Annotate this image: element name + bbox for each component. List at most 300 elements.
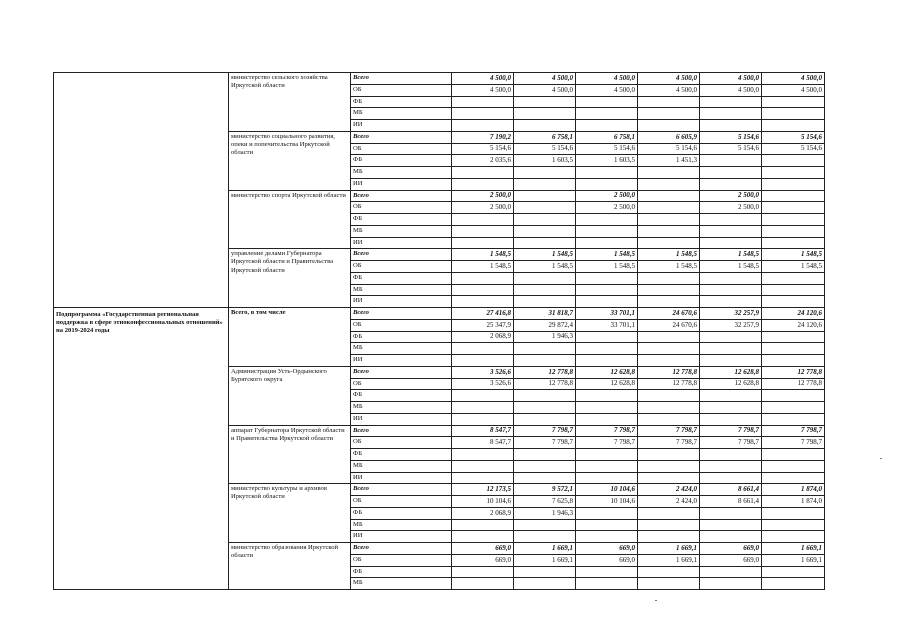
value-cell (762, 190, 825, 202)
value-cell (700, 296, 762, 308)
value-cell (638, 507, 700, 519)
funding-source-cell: ИИ (351, 237, 452, 249)
value-cell: 3 526,6 (452, 378, 514, 390)
funding-source-cell: ОБ (351, 378, 452, 390)
value-cell (700, 460, 762, 472)
value-cell (576, 472, 638, 484)
value-cell (700, 413, 762, 425)
value-cell (700, 402, 762, 414)
executor-cell: аппарат Губернатора Иркутской области и Правительства Иркутской области (229, 425, 351, 484)
value-cell (576, 167, 638, 179)
value-cell (762, 284, 825, 296)
value-cell: 2 035,6 (452, 155, 514, 167)
value-cell: 1 548,5 (514, 249, 576, 261)
value-cell (514, 237, 576, 249)
value-cell (452, 472, 514, 484)
value-cell: 7 798,7 (576, 437, 638, 449)
value-cell: 4 500,0 (576, 73, 638, 85)
funding-source-cell: ОБ (351, 496, 452, 508)
scan-speck (880, 458, 882, 459)
value-cell (576, 578, 638, 590)
value-cell: 4 500,0 (700, 84, 762, 96)
value-cell (576, 120, 638, 132)
value-cell: 1 548,5 (762, 249, 825, 261)
value-cell (700, 284, 762, 296)
value-cell: 29 872,4 (514, 319, 576, 331)
value-cell (762, 214, 825, 226)
value-cell: 7 798,7 (514, 425, 576, 437)
value-cell (638, 343, 700, 355)
value-cell (762, 390, 825, 402)
value-cell: 669,0 (452, 543, 514, 555)
value-cell: 27 416,8 (452, 308, 514, 320)
value-cell: 4 500,0 (638, 84, 700, 96)
value-cell: 1 669,1 (762, 554, 825, 566)
value-cell: 1 548,5 (638, 261, 700, 273)
value-cell (638, 449, 700, 461)
value-cell: 7 798,7 (514, 437, 576, 449)
value-cell: 1 946,3 (514, 507, 576, 519)
funding-source-cell: ИИ (351, 472, 452, 484)
funding-source-cell: ФБ (351, 566, 452, 578)
funding-source-cell: ИИ (351, 120, 452, 132)
value-cell (638, 284, 700, 296)
value-cell (514, 225, 576, 237)
value-cell: 2 500,0 (452, 190, 514, 202)
value-cell: 7 190,2 (452, 131, 514, 143)
value-cell: 1 669,1 (762, 543, 825, 555)
funding-source-cell: Всего (351, 131, 452, 143)
value-cell: 1 669,1 (638, 554, 700, 566)
value-cell (514, 460, 576, 472)
value-cell (452, 96, 514, 108)
funding-source-cell: ОБ (351, 437, 452, 449)
value-cell: 5 154,6 (700, 143, 762, 155)
value-cell (700, 331, 762, 343)
value-cell (514, 519, 576, 531)
value-cell (700, 531, 762, 543)
value-cell (700, 178, 762, 190)
executor-cell: министерство образования Иркутской области (229, 543, 351, 590)
value-cell (452, 167, 514, 179)
value-cell (762, 96, 825, 108)
value-cell (452, 178, 514, 190)
executor-cell: министерство сельского хозяйства Иркутской области (229, 73, 351, 132)
funding-source-cell: ИИ (351, 531, 452, 543)
value-cell: 25 347,9 (452, 319, 514, 331)
value-cell: 1 874,0 (762, 484, 825, 496)
value-cell (452, 519, 514, 531)
funding-source-cell: ИИ (351, 413, 452, 425)
funding-source-cell: Всего (351, 73, 452, 85)
value-cell (638, 202, 700, 214)
value-cell: 8 661,4 (700, 484, 762, 496)
value-cell: 2 068,9 (452, 507, 514, 519)
value-cell (638, 108, 700, 120)
value-cell (452, 413, 514, 425)
value-cell (638, 167, 700, 179)
value-cell (452, 225, 514, 237)
value-cell (514, 402, 576, 414)
value-cell: 2 500,0 (576, 190, 638, 202)
value-cell: 5 154,6 (452, 143, 514, 155)
value-cell (576, 214, 638, 226)
funding-source-cell: МБ (351, 343, 452, 355)
funding-source-cell: ОБ (351, 143, 452, 155)
value-cell (576, 507, 638, 519)
value-cell (762, 472, 825, 484)
value-cell (762, 413, 825, 425)
value-cell: 4 500,0 (576, 84, 638, 96)
value-cell (452, 296, 514, 308)
value-cell: 24 120,6 (762, 308, 825, 320)
funding-source-cell: ФБ (351, 214, 452, 226)
value-cell (762, 566, 825, 578)
value-cell (514, 355, 576, 367)
value-cell (452, 120, 514, 132)
value-cell: 2 068,9 (452, 331, 514, 343)
value-cell (576, 519, 638, 531)
funding-source-cell: МБ (351, 519, 452, 531)
value-cell: 1 548,5 (576, 261, 638, 273)
value-cell: 7 798,7 (638, 437, 700, 449)
value-cell (638, 331, 700, 343)
funding-source-cell: МБ (351, 284, 452, 296)
value-cell (576, 413, 638, 425)
executor-cell: министерство социального развития, опеки и попечительства Иркутской области (229, 131, 351, 190)
value-cell (762, 531, 825, 543)
value-cell (638, 296, 700, 308)
value-cell: 4 500,0 (452, 73, 514, 85)
value-cell (638, 519, 700, 531)
scan-speck (655, 600, 657, 601)
value-cell (452, 284, 514, 296)
executor-cell: управление делами Губернатора Иркутской области и Правительства Иркутской области (229, 249, 351, 308)
value-cell (700, 507, 762, 519)
program-cell (54, 73, 229, 308)
value-cell (638, 214, 700, 226)
value-cell: 4 500,0 (514, 84, 576, 96)
value-cell: 8 661,4 (700, 496, 762, 508)
value-cell (452, 237, 514, 249)
value-cell: 12 628,8 (700, 378, 762, 390)
value-cell: 1 548,5 (576, 249, 638, 261)
value-cell: 2 500,0 (700, 202, 762, 214)
value-cell (576, 566, 638, 578)
value-cell: 1 548,5 (700, 249, 762, 261)
funding-source-cell: МБ (351, 578, 452, 590)
value-cell: 1 669,1 (514, 543, 576, 555)
value-cell (576, 355, 638, 367)
table-row (54, 73, 825, 85)
value-cell: 1 603,5 (514, 155, 576, 167)
funding-source-cell: МБ (351, 402, 452, 414)
value-cell (762, 331, 825, 343)
funding-source-cell: Всего (351, 543, 452, 555)
value-cell (762, 519, 825, 531)
value-cell: 24 670,6 (638, 319, 700, 331)
value-cell: 669,0 (576, 543, 638, 555)
value-cell (700, 214, 762, 226)
value-cell: 4 500,0 (700, 73, 762, 85)
value-cell (762, 578, 825, 590)
value-cell (452, 343, 514, 355)
value-cell: 4 500,0 (762, 84, 825, 96)
funding-source-cell: ИИ (351, 178, 452, 190)
value-cell: 4 500,0 (638, 73, 700, 85)
value-cell (762, 155, 825, 167)
value-cell: 10 104,6 (576, 496, 638, 508)
value-cell (638, 402, 700, 414)
value-cell (576, 272, 638, 284)
value-cell (514, 202, 576, 214)
value-cell: 7 798,7 (762, 425, 825, 437)
funding-source-cell: ОБ (351, 84, 452, 96)
funding-source-cell: МБ (351, 167, 452, 179)
value-cell (514, 178, 576, 190)
value-cell (762, 355, 825, 367)
funding-source-cell: ФБ (351, 449, 452, 461)
value-cell (700, 390, 762, 402)
value-cell: 12 778,8 (638, 366, 700, 378)
value-cell: 5 154,6 (762, 131, 825, 143)
value-cell (514, 390, 576, 402)
value-cell: 2 500,0 (576, 202, 638, 214)
executor-cell: Администрация Усть-Ордынского Бурятского округа (229, 366, 351, 425)
value-cell (700, 120, 762, 132)
value-cell (452, 355, 514, 367)
value-cell (638, 413, 700, 425)
value-cell (762, 108, 825, 120)
value-cell (514, 472, 576, 484)
value-cell: 1 874,0 (762, 496, 825, 508)
value-cell (452, 449, 514, 461)
funding-source-cell: Всего (351, 484, 452, 496)
budget-table-body (54, 73, 825, 590)
value-cell: 10 104,6 (452, 496, 514, 508)
value-cell (700, 225, 762, 237)
funding-source-cell: ФБ (351, 331, 452, 343)
value-cell: 8 547,7 (452, 437, 514, 449)
value-cell (762, 225, 825, 237)
value-cell (762, 343, 825, 355)
funding-source-cell: ФБ (351, 507, 452, 519)
value-cell (638, 225, 700, 237)
value-cell: 2 500,0 (700, 190, 762, 202)
value-cell (576, 343, 638, 355)
value-cell (638, 178, 700, 190)
value-cell (576, 531, 638, 543)
value-cell (700, 343, 762, 355)
value-cell: 12 778,8 (762, 366, 825, 378)
value-cell: 10 104,6 (576, 484, 638, 496)
value-cell (762, 237, 825, 249)
value-cell (700, 272, 762, 284)
value-cell (576, 296, 638, 308)
value-cell (576, 390, 638, 402)
funding-source-cell: ОБ (351, 554, 452, 566)
value-cell: 1 548,5 (700, 261, 762, 273)
value-cell (700, 155, 762, 167)
value-cell: 12 628,8 (576, 366, 638, 378)
value-cell (452, 531, 514, 543)
value-cell (700, 355, 762, 367)
value-cell (452, 566, 514, 578)
value-cell: 7 798,7 (762, 437, 825, 449)
value-cell: 12 628,8 (576, 378, 638, 390)
value-cell (576, 402, 638, 414)
value-cell (514, 120, 576, 132)
value-cell (638, 237, 700, 249)
funding-source-cell: ИИ (351, 296, 452, 308)
value-cell (638, 355, 700, 367)
value-cell (452, 272, 514, 284)
value-cell (514, 531, 576, 543)
value-cell: 6 605,9 (638, 131, 700, 143)
value-cell (514, 284, 576, 296)
funding-source-cell: ИИ (351, 355, 452, 367)
value-cell (514, 343, 576, 355)
value-cell (638, 96, 700, 108)
value-cell (700, 167, 762, 179)
value-cell (700, 96, 762, 108)
value-cell: 1 946,3 (514, 331, 576, 343)
value-cell: 5 154,6 (700, 131, 762, 143)
value-cell (700, 108, 762, 120)
value-cell (514, 190, 576, 202)
program-cell: Подпрограмма «Государственная региональная поддержка в сфере этноконфессиональных отношений» на 2019-2024 годы (54, 308, 229, 590)
value-cell (514, 108, 576, 120)
value-cell (700, 578, 762, 590)
funding-source-cell: МБ (351, 225, 452, 237)
value-cell: 24 670,6 (638, 308, 700, 320)
value-cell: 1 548,5 (514, 261, 576, 273)
value-cell: 1 603,5 (576, 155, 638, 167)
funding-source-cell: ФБ (351, 272, 452, 284)
value-cell: 669,0 (452, 554, 514, 566)
value-cell (700, 519, 762, 531)
value-cell (514, 296, 576, 308)
value-cell: 4 500,0 (514, 73, 576, 85)
value-cell: 7 798,7 (576, 425, 638, 437)
value-cell (514, 413, 576, 425)
value-cell: 2 424,0 (638, 496, 700, 508)
funding-source-cell: ФБ (351, 96, 452, 108)
value-cell: 8 547,7 (452, 425, 514, 437)
value-cell (762, 449, 825, 461)
value-cell (638, 472, 700, 484)
value-cell (452, 214, 514, 226)
value-cell: 1 451,3 (638, 155, 700, 167)
value-cell (700, 449, 762, 461)
value-cell (452, 402, 514, 414)
value-cell (576, 108, 638, 120)
value-cell: 7 625,8 (514, 496, 576, 508)
budget-table (53, 72, 825, 590)
value-cell: 5 154,6 (514, 143, 576, 155)
funding-source-cell: ОБ (351, 319, 452, 331)
value-cell (700, 237, 762, 249)
value-cell (700, 566, 762, 578)
executor-cell: министерство культуры и архивов Иркутской области (229, 484, 351, 543)
value-cell: 1 548,5 (452, 249, 514, 261)
value-cell: 12 778,8 (762, 378, 825, 390)
funding-source-cell: ФБ (351, 390, 452, 402)
value-cell (638, 566, 700, 578)
value-cell (638, 531, 700, 543)
value-cell (576, 449, 638, 461)
value-cell (576, 331, 638, 343)
value-cell: 31 818,7 (514, 308, 576, 320)
value-cell: 7 798,7 (700, 437, 762, 449)
table-row (54, 308, 825, 320)
value-cell (700, 472, 762, 484)
value-cell: 4 500,0 (762, 73, 825, 85)
value-cell (576, 284, 638, 296)
value-cell: 1 548,5 (762, 261, 825, 273)
value-cell (452, 460, 514, 472)
value-cell: 1 548,5 (638, 249, 700, 261)
value-cell: 7 798,7 (638, 425, 700, 437)
value-cell: 5 154,6 (762, 143, 825, 155)
funding-source-cell: ОБ (351, 261, 452, 273)
value-cell (514, 272, 576, 284)
value-cell (762, 120, 825, 132)
value-cell: 5 154,6 (638, 143, 700, 155)
value-cell (762, 460, 825, 472)
funding-source-cell: Всего (351, 366, 452, 378)
value-cell (452, 390, 514, 402)
value-cell (452, 108, 514, 120)
value-cell: 12 778,8 (514, 366, 576, 378)
value-cell (638, 190, 700, 202)
value-cell (514, 96, 576, 108)
value-cell (638, 120, 700, 132)
executor-cell: министерство спорта Иркутской области (229, 190, 351, 249)
value-cell (514, 214, 576, 226)
value-cell: 5 154,6 (576, 143, 638, 155)
value-cell: 1 548,5 (452, 261, 514, 273)
value-cell: 2 424,0 (638, 484, 700, 496)
value-cell (762, 178, 825, 190)
value-cell: 4 500,0 (452, 84, 514, 96)
value-cell (576, 225, 638, 237)
value-cell (576, 178, 638, 190)
value-cell (576, 237, 638, 249)
value-cell: 669,0 (576, 554, 638, 566)
value-cell: 7 798,7 (700, 425, 762, 437)
value-cell (514, 167, 576, 179)
value-cell: 12 173,5 (452, 484, 514, 496)
executor-cell: Всего, в том числе (229, 308, 351, 367)
value-cell: 12 778,8 (638, 378, 700, 390)
value-cell (514, 449, 576, 461)
value-cell (762, 402, 825, 414)
value-cell: 3 526,6 (452, 366, 514, 378)
value-cell: 669,0 (700, 554, 762, 566)
value-cell (638, 460, 700, 472)
value-cell: 669,0 (700, 543, 762, 555)
value-cell (762, 272, 825, 284)
value-cell (576, 96, 638, 108)
value-cell: 6 758,1 (514, 131, 576, 143)
value-cell: 12 628,8 (700, 366, 762, 378)
value-cell: 32 257,9 (700, 319, 762, 331)
value-cell (638, 578, 700, 590)
value-cell: 33 701,1 (576, 308, 638, 320)
value-cell: 33 701,1 (576, 319, 638, 331)
value-cell: 9 572,1 (514, 484, 576, 496)
